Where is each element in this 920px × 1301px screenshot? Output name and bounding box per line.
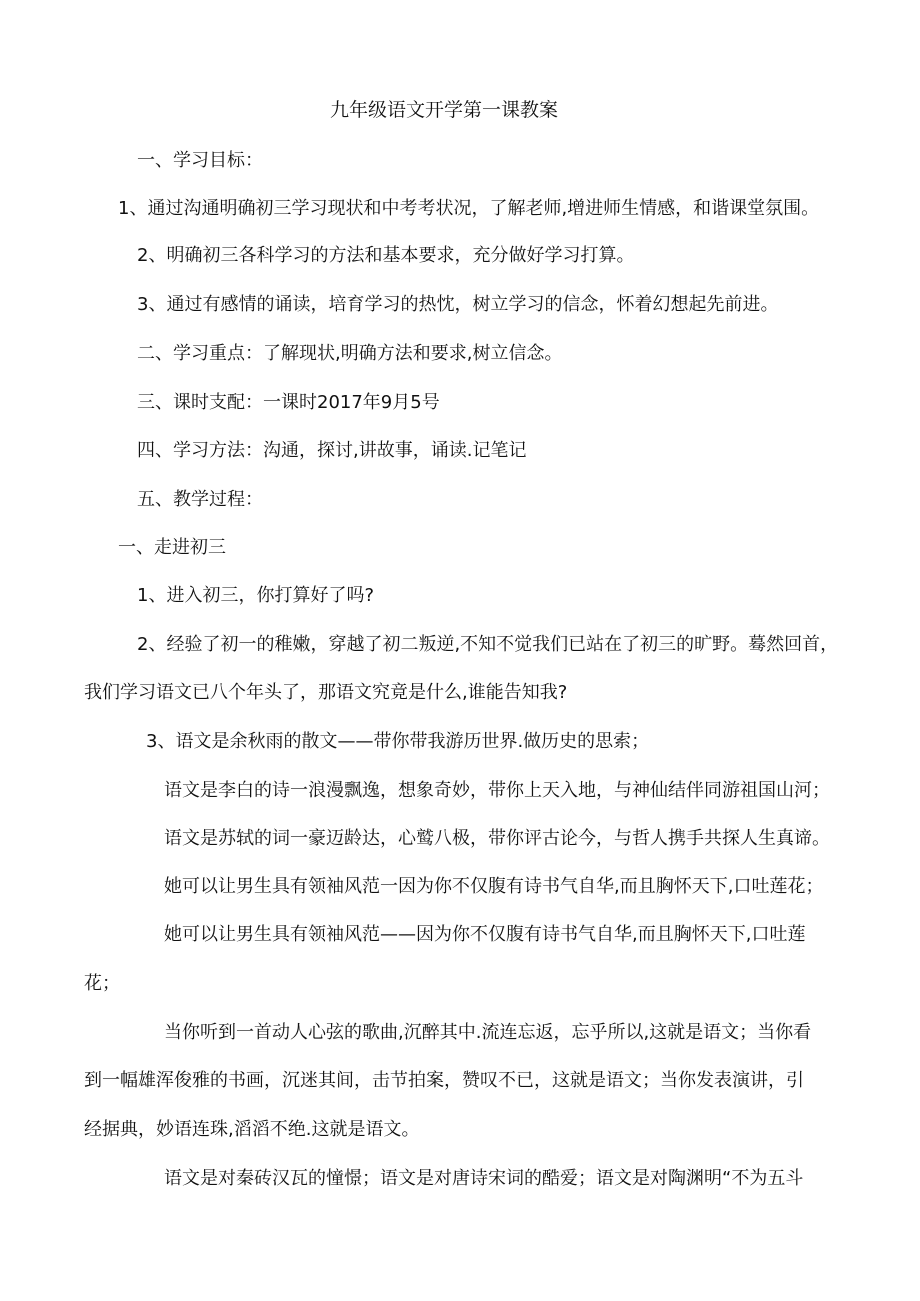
text-line: 她可以让男生具有领袖风范——因为你不仅腹有诗书气自华,而且胸怀天下,口吐莲 bbox=[164, 924, 806, 945]
text-line: 二、学习重点：了解现状,明确方法和要求,树立信念。 bbox=[137, 343, 563, 364]
text-line: 语文是对秦砖汉瓦的憧憬；语文是对唐诗宋词的酷爱；语文是对陶渊明“不为五斗 bbox=[164, 1168, 804, 1189]
text-line: 五、教学过程： bbox=[137, 489, 263, 510]
text-line: 经据典，妙语连珠,滔滔不绝.这就是语文。 bbox=[84, 1119, 420, 1140]
document-title: 九年级语文开学第一课教案 bbox=[330, 99, 559, 121]
text-line: 她可以让男生具有领袖风范一因为你不仅腹有诗书气自华,而且胸怀天下,口吐莲花； bbox=[164, 876, 824, 897]
text-line: 三、课时支配：一课时2017年9月5号 bbox=[137, 392, 440, 413]
text-line: 花； bbox=[84, 973, 120, 994]
text-line: 语文是苏轼的词一豪迈龄达，心鹫八极，带你评古论今，与哲人携手共探人生真谛。 bbox=[164, 828, 830, 849]
text-line: 一、学习目标： bbox=[137, 150, 263, 171]
text-line: 当你听到一首动人心弦的歌曲,沉醉其中.流连忘返，忘乎所以,这就是语文；当你看 bbox=[164, 1022, 812, 1043]
text-line: 2、明确初三各科学习的方法和基本要求，充分做好学习打算。 bbox=[137, 245, 635, 266]
text-line: 3、通过有感情的诵读，培育学习的热忱，树立学习的信念，怀着幻想起先前进。 bbox=[137, 294, 779, 315]
text-line: 3、语文是余秋雨的散文——带你带我游历世界.做历史的思索； bbox=[146, 731, 650, 752]
text-line: 2、经验了初一的稚嫩，穿越了初二叛逆,不知不觉我们已站在了初三的旷野。蓦然回首， bbox=[137, 634, 839, 655]
text-line: 到一幅雄浑俊雅的书画，沉迷其间，击节拍案，赞叹不已，这就是语文；当你发表演讲，引 bbox=[84, 1070, 804, 1091]
text-line: 四、学习方法：沟通，探讨,讲故事，诵读.记笔记 bbox=[137, 440, 527, 461]
text-line: 我们学习语文已八个年头了，那语文究竟是什么,谁能告知我? bbox=[84, 682, 568, 703]
text-line: 1、通过沟通明确初三学习现状和中考考状况，了解老师,增进师生情感，和谐课堂氛围。 bbox=[118, 198, 820, 219]
text-line: 1、进入初三，你打算好了吗? bbox=[137, 585, 375, 606]
text-line: 语文是李白的诗一浪漫飘逸，想象奇妙，带你上天入地，与神仙结伴同游祖国山河； bbox=[164, 780, 830, 801]
text-line: 一、走进初三 bbox=[118, 537, 226, 558]
